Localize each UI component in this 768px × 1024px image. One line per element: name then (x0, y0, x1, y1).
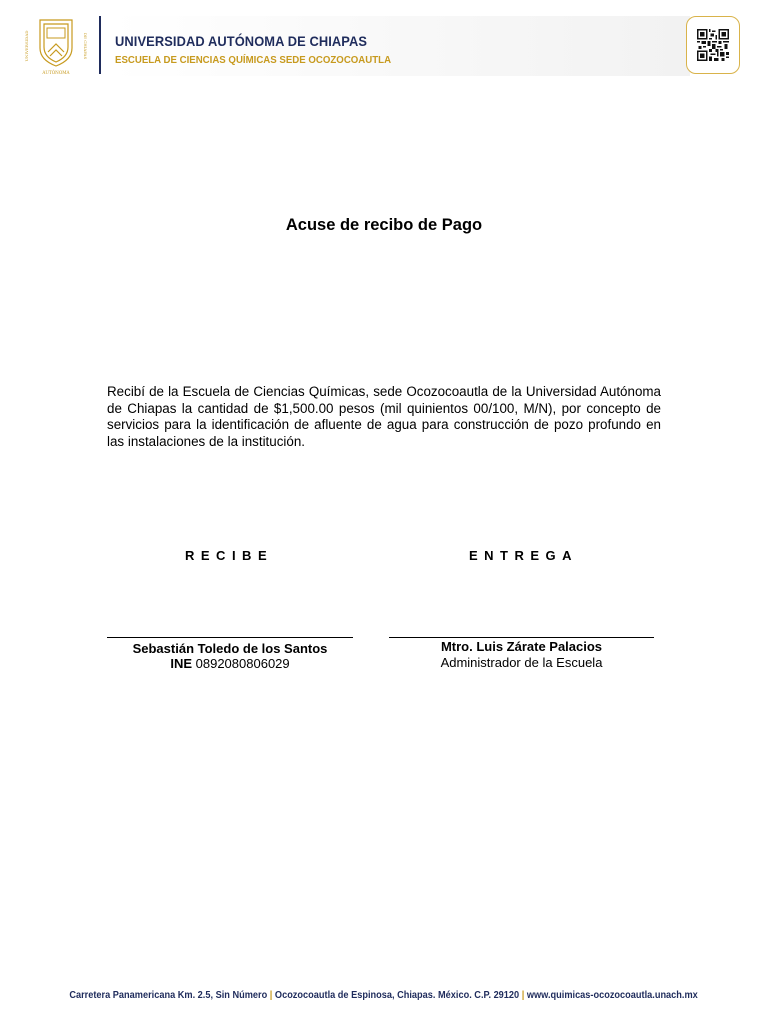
footer-separator: | (270, 990, 273, 1001)
footer-website-link[interactable]: www.quimicas-ocozocoautla.unach.mx (527, 990, 699, 1001)
footer-city: Ocozocoautla de Espinosa, Chiapas. México. C.P. 29120 (275, 990, 520, 1001)
qr-code-frame (686, 16, 740, 74)
header-divider (99, 16, 101, 74)
footer-street: Carretera Panamericana Km. 2.5, Sin Número (69, 990, 268, 1001)
recibe-id-label: INE (170, 656, 193, 671)
footer-address (0, 990, 768, 1001)
entrega-role: Administrador de la Escuela (440, 655, 603, 670)
seal-text-left: UNIVERSIDAD (24, 30, 29, 62)
signature-line-recibe (107, 637, 353, 638)
seal-text-bottom: AUTÓNOMA (42, 70, 70, 75)
university-name: UNIVERSIDAD AUTÓNOMA DE CHIAPAS (115, 33, 368, 49)
recibe-id (107, 656, 353, 671)
footer-separator: | (522, 990, 525, 1001)
recibe-heading: RECIBE (185, 548, 274, 563)
university-seal-icon (22, 14, 90, 76)
recibe-id-value: 0892080806029 (195, 656, 290, 671)
qr-code-icon (697, 29, 729, 61)
entrega-name: Mtro. Luis Zárate Palacios (440, 639, 603, 654)
entrega-heading: ENTREGA (469, 548, 579, 563)
recibe-name: Sebastián Toledo de los Santos (132, 641, 328, 656)
school-name: ESCUELA DE CIENCIAS QUÍMICAS SEDE OCOZOCOAUTLA (115, 54, 392, 66)
document-title: Acuse de recibo de Pago (285, 216, 483, 234)
seal-text-right: DE CHIAPAS (83, 32, 88, 60)
receipt-body: Recibí de la Escuela de Ciencias Químicas, sede Ocozocoautla de la Universidad Autónoma de Chiapas la cantidad de $1,500.00 pesos (mil quinientos 00/100, M/N), por concepto de servicios para la identificación de afluente de agua para construcción de pozo profundo en las instalaciones de la institución. (107, 384, 661, 449)
letterhead (0, 0, 768, 90)
signature-line-entrega (389, 637, 654, 638)
